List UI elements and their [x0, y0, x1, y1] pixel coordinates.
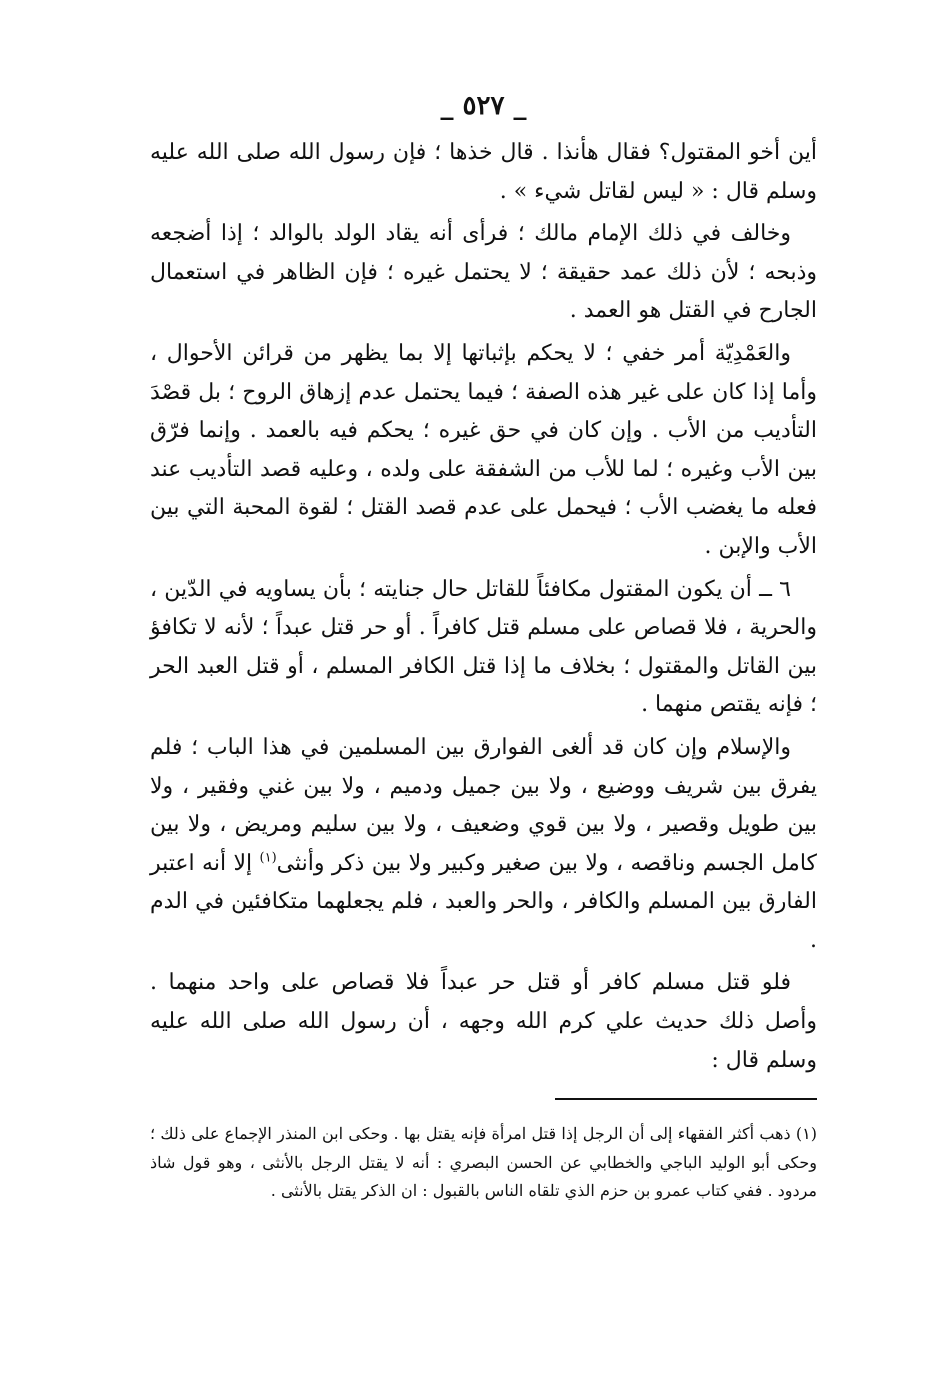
footnote: (١) ذهب أكثر الفقهاء إلى أن الرجل إذا قتل امرأة فإنه يقتل بها . وحكى ابن المنذر الإجماع على ذلك ؛ وحكى أبو الوليد الباجي والخطابي عن الحسن البصري : أنه لا يقتل الرجل بالأنثى ، وهو قول شاذ مردود . ففي كتاب عمرو بن حزم الذي تلقاه الناس بالقبول : ان الذكر يقتل بالأنثى . [150, 1124, 817, 1201]
footnote-divider [555, 1098, 817, 1100]
paragraph-3: والعَمْدِيّة أمر خفي ؛ لا يحكم بإثباتها إلا بما يظهر من قرائن الأحوال ، وأما إذا كان على غير هذه الصفة ؛ فيما يحتمل عدم إزهاق الروح ؛ بل قصْدَ التأديب من الأب . وإن كان في حق غيره ؛ يحكم فيه بالعمد . وإنما فرّق بين الأب وغيره ؛ لما للأب من الشفقة على ولده ، وعليه قصد التأديب عند فعله ما يغضب الأب ؛ فيحمل على عدم قصد القتل ؛ لقوة المحبة التي بين الأب والإبن . [150, 340, 817, 559]
main-text [150, 134, 817, 1080]
footnote-marker: (١) [259, 850, 277, 866]
page-number: _ ٥٢٧ _ [440, 91, 527, 121]
paragraph-2: وخالف في ذلك الإمام مالك ؛ فرأى أنه يقاد الولد بالوالد ؛ إذا أضجعه وذبحه ؛ لأن ذلك عمد حقيقة ؛ لا يحتمل غيره ؛ فإن الظاهر في استعمال الجارح في القتل هو العمد . [150, 221, 817, 324]
paragraph-6: فلو قتل مسلم كافر أو قتل حر عبداً فلا قصاص على واحد منهما . وأصل ذلك حديث علي كرم الله وجهه ، أن رسول الله صلى الله عليه وسلم قال : [150, 970, 817, 1073]
paragraph-5 [150, 729, 817, 961]
paragraph-4: ٦ ــ أن يكون المقتول مكافئاً للقاتل حال جنايته ؛ بأن يساويه في الدّين ، والحرية ، فلا قصاص على مسلم قتل كافراً . أو حر قتل عبداً ؛ لأنه لا تكافؤ بين القاتل والمقتول ؛ بخلاف ما إذا قتل الكافر المسلم ، أو قتل العبد الحر ؛ فإنه يقتص منهما . [150, 576, 817, 718]
paragraph-5-text: والإسلام وإن كان قد ألغى الفوارق بين المسلمين في هذا الباب ؛ فلم يفرق بين شريف ووضيع ، ولا بين جميل ودميم ، ولا بين غني وفقير ، ولا بين طويل وقصير ، ولا بين قوي وضعيف ، ولا بين سليم ومريض ، ولا بين كامل الجسم وناقصه ، ولا بين صغير وكبير ولا بين ذكر وأنثى [150, 734, 818, 876]
paragraph-5-tail: إلا أنه اعتبر الفارق بين المسلم والكافر ، والحر والعبد ، فلم يجعلهما متكافئين في الدم . [150, 850, 817, 953]
paragraph-1: أين أخو المقتول؟ فقال هأنذا . قال خذها ؛ فإن رسول الله صلى الله عليه وسلم قال : « ليس لقاتل شيء » . [150, 140, 817, 204]
